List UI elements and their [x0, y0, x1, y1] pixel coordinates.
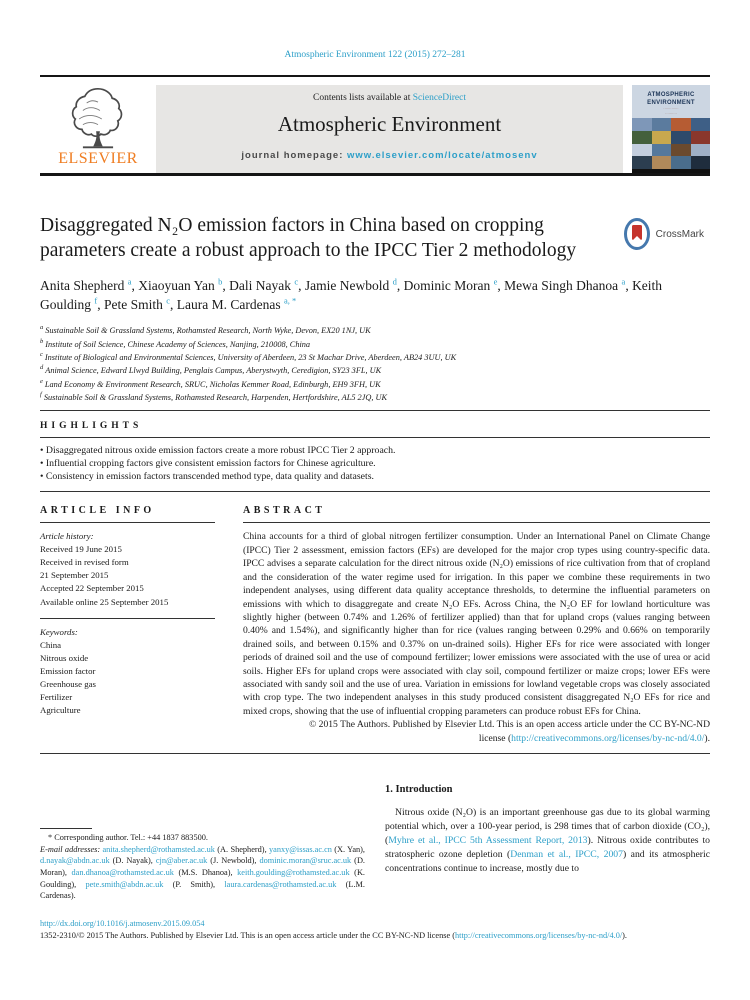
- email-link[interactable]: pete.smith@abdn.ac.uk: [85, 879, 164, 889]
- cover-tile: [652, 156, 672, 169]
- cover-tile: [632, 144, 652, 157]
- highlight-bullet: • Disaggregated nitrous oxide emission factors create a more robust IPCC Tier 2 approach.: [40, 444, 710, 457]
- email-link[interactable]: keith.goulding@rothamsted.ac.uk: [237, 868, 350, 877]
- text-line: China: [40, 639, 62, 650]
- cover-tile: [671, 156, 691, 169]
- cover-tile: [671, 118, 691, 131]
- author: Xiaoyuan Yan $^b$,: [138, 276, 230, 294]
- text-line: Accepted 22 September 2015: [40, 583, 144, 594]
- affiliation: $^f$ Sustainable Soil & Grassland Systems, Rothamsted Research, Harpenden, Hertfordshire, AL5 2JQ, UK: [40, 391, 388, 402]
- inline-citation-link[interactable]: Denman et al., IPCC, 2007: [510, 849, 623, 861]
- cover-tile: [632, 118, 652, 131]
- author-affiliation-sup[interactable]: f: [94, 295, 98, 306]
- text-line: Available online 25 September 2015: [40, 596, 169, 607]
- affiliation: $^c$ Institute of Biological and Environmental Sciences, University of Aberdeen, 23 St Machar Drive, Aberdeen, AB24 3UU, UK: [40, 350, 457, 362]
- email-addresses: [40, 844, 365, 902]
- author-affiliation-sup[interactable]: c: [294, 276, 299, 287]
- author: Pete Smith $^c$,: [103, 295, 177, 312]
- cover-tile: [671, 131, 691, 144]
- author: Anita Shepherd $^a$,: [40, 276, 139, 294]
- author: Jamie Newbold $^d$,: [304, 276, 404, 294]
- email-entry: anita.shepherd@rothamsted.ac.uk (A. Shepherd),: [102, 844, 269, 854]
- inline-citation-link[interactable]: Myhre et al., IPCC 5th Assessment Report, 2013: [388, 835, 588, 847]
- affiliation-list: [40, 323, 710, 403]
- introduction-section: [385, 784, 710, 876]
- email-link[interactable]: yanxy@issas.ac.cn: [269, 844, 332, 854]
- text-line: Received in revised form: [40, 557, 129, 568]
- journal-banner: [40, 85, 710, 173]
- author: Laura M. Cardenas $^{a, *}$: [176, 295, 297, 312]
- history-lines: [40, 543, 215, 608]
- banner-center: [156, 85, 623, 173]
- cover-tile: [632, 131, 652, 144]
- text-segment: ). Nitrous oxide contributes to stratospheric ozone depletion (: [385, 835, 710, 861]
- elsevier-tree-icon: [67, 86, 129, 152]
- history-label: Article history:: [40, 531, 94, 542]
- affiliation: $^e$ Land Economy & Environment Research, SRUC, Nicholas Kemmer Road, Edinburgh, EH9 3FH, UK: [40, 377, 381, 389]
- text-line: Agriculture: [40, 704, 81, 715]
- author: Keith Goulding $^f$,: [40, 278, 663, 312]
- sciencedirect-link[interactable]: ScienceDirect: [412, 93, 466, 103]
- text-line: 21 September 2015: [40, 570, 109, 581]
- email-link[interactable]: laura.cardenas@rothamsted.ac.uk: [224, 879, 337, 889]
- email-entry: pete.smith@abdn.ac.uk (P. Smith),: [85, 879, 225, 889]
- introduction-paragraph: [385, 806, 710, 876]
- text-segment: [510, 849, 623, 860]
- cover-tile: [652, 144, 672, 157]
- abstract-license: [243, 718, 710, 745]
- text-segment: 1352-2310/© 2015 The Authors. Published by Elsevier Ltd. This is an open access article under the CC BY-NC-ND license (: [40, 931, 456, 941]
- corresponding-author-note: * Corresponding author. Tel.: +44 1837 883500.: [48, 833, 208, 843]
- divider-rule: [40, 491, 710, 492]
- issn-license-line: [40, 930, 710, 942]
- cover-header: [632, 85, 710, 118]
- email-link[interactable]: dominic.moran@sruc.ac.uk: [259, 856, 352, 866]
- keywords-block: [40, 626, 215, 717]
- body-columns: [40, 754, 710, 914]
- email-link[interactable]: anita.shepherd@rothamsted.ac.uk: [102, 844, 215, 854]
- crossmark-label: CrossMark: [655, 228, 704, 240]
- homepage-url-link[interactable]: www.elsevier.com/locate/atmosenv: [347, 150, 538, 161]
- author-affiliation-sup[interactable]: e: [493, 276, 498, 287]
- banner-bottom-rule: [40, 173, 710, 176]
- text-line: Received 19 June 2015: [40, 544, 122, 555]
- article-info-column: [40, 505, 215, 745]
- text-line: Emission factor: [40, 665, 96, 676]
- abstract-column: [243, 505, 710, 745]
- keywords-list: [40, 639, 215, 717]
- article-title: Disaggregated N₂O emission factors in China based on cropping parameters create a robust approach to the IPCC Tier 2 methodology: [40, 215, 577, 262]
- page-footer: [40, 918, 710, 943]
- highlight-bullet: • Influential cropping factors give consistent emission factors for Chinese agriculture.: [40, 457, 710, 470]
- author-affiliation-sup[interactable]: a, *: [284, 295, 297, 306]
- abstract-heading: ABSTRACT: [243, 505, 326, 517]
- text-segment: ).: [622, 931, 627, 941]
- text-segment: Nitrous oxide (N₂O) is an important greenhouse gas due to its global warming potential which, over a 100-year period, is 298 times that of carbon dioxide (CO₂), (: [385, 807, 710, 847]
- abstract-text: China accounts for a third of global nitrogen fertilizer consumption. Under an International Panel on Climate Change (IPCC) Tier 2 assessment, emission factors (EFs) are developed for the major crop types using country-specific data. IPCC advises a separate calculation for the direct nitrous oxide (N₂O) emissions of rice cultivation from that of cropland and the consideration of the water regime used for irrigation. In this paper we combine these requirements in two independent analyses, using different data quality acceptance thresholds, to determine the influential parameters on emissions with which to disaggregate and create N₂O EFs. Across China, the N₂O EF for lowland horticulture was slightly higher (between 0.74% and 1.26% of fertilizer applied) than that for upland crops (values ranging between 0.40% and 1.54%), and significantly higher than for rice (values ranging between 0.29% and 0.66% on temporarily drained soils, and between 0.15% and 0.37% on un-drained soils). Higher EFs for rice were associated with longer periods of drained soil and the use of compound fertilizer; lower emissions were associated with the use of urea or acid soils. Higher EFs for upland crops were associated with clay soil, compound fertilizer or maize crops; lower EFs were associated with sandy soil and the use of urea. Variation in emissions for lowland vegetable crops was closely associated with crop type. The two independent analyses in this study produced consistent disaggregated N₂O EFs for rice and mixed crops, showing that the use of influential cropping parameters can produce robust EFs for China.: [243, 531, 710, 717]
- email-entry: yanxy@issas.ac.cn (X. Yan),: [269, 844, 365, 854]
- author: Dali Nayak $^c$,: [229, 276, 305, 294]
- text-line: Fertilizer: [40, 691, 73, 702]
- abstract-copyright: © 2015 The Authors. Published by Elsevier Ltd. This is an open access article under the CC BY-NC-ND: [308, 719, 710, 731]
- highlights-heading: HIGHLIGHTS: [40, 421, 143, 432]
- article-info-heading: ARTICLE INFO: [40, 505, 155, 517]
- text-segment: [455, 931, 622, 940]
- crossmark-badge[interactable]: [622, 217, 704, 251]
- divider-rule: [40, 437, 710, 438]
- affiliation: $^b$ Institute of Soil Science, Chinese Academy of Sciences, Nanjing, 210008, China: [40, 337, 311, 349]
- author-affiliation-sup[interactable]: c: [166, 295, 171, 306]
- affiliation: $^a$ Sustainable Soil & Grassland Systems, Rothamsted Research, North Wyke, Devon, EX20 1NJ, UK: [40, 324, 371, 335]
- footnote-block: [40, 828, 365, 902]
- license-prefix: license (: [478, 732, 512, 744]
- cover-tile: [652, 118, 672, 131]
- journal-citation: Atmospheric Environment 122 (2015) 272–281: [284, 50, 466, 60]
- highlights-list: [40, 444, 710, 483]
- elsevier-logo: [40, 85, 156, 173]
- license-suffix: ).: [704, 732, 710, 744]
- cover-tile: [652, 131, 672, 144]
- divider-rule: [40, 522, 215, 523]
- article-history: [40, 530, 215, 608]
- info-abstract-section: [40, 505, 710, 745]
- inline-citation-link[interactable]: http://creativecommons.org/licenses/by-nc-nd/4.0/: [455, 931, 623, 941]
- text-line: Greenhouse gas: [40, 678, 96, 689]
- cover-tile: [691, 144, 711, 157]
- email-entry: dominic.moran@sruc.ac.uk (D. Moran),: [40, 856, 366, 877]
- author-affiliation-sup[interactable]: a: [621, 276, 626, 287]
- author-affiliation-sup[interactable]: d: [392, 276, 397, 287]
- email-link[interactable]: cjn@aber.ac.uk: [155, 856, 208, 866]
- journal-title: Atmospheric Environment: [277, 112, 502, 136]
- text-line: Nitrous oxide: [40, 652, 89, 663]
- divider-rule: [243, 522, 710, 523]
- license-url-link[interactable]: http://creativecommons.org/licenses/by-nc-nd/4.0/: [511, 732, 705, 744]
- journal-cover-thumbnail[interactable]: [632, 85, 710, 173]
- cover-bottom-bar: [632, 169, 710, 173]
- cover-subtitle: ············· ··········: [663, 107, 679, 116]
- footnote-rule: [40, 828, 92, 829]
- affiliation: $^d$ Animal Science, Edward Llwyd Building, Penglais Campus, Aberystwyth, Ceredigion, SY23 3FL, UK: [40, 364, 382, 376]
- crossmark-icon: [622, 217, 652, 251]
- homepage-line: [156, 150, 623, 161]
- author: Mewa Singh Dhanoa $^a$,: [504, 276, 633, 294]
- homepage-label: journal homepage:: [241, 150, 348, 161]
- title-block: [40, 213, 710, 264]
- elsevier-wordmark: ELSEVIER: [58, 150, 138, 167]
- email-entry: dan.dhanoa@rothamsted.ac.uk (M.S. Dhanoa),: [71, 868, 238, 877]
- divider-rule: [40, 410, 710, 411]
- email-entry: keith.goulding@rothamsted.ac.uk (K. Goulding),: [40, 868, 366, 889]
- email-link[interactable]: d.nayak@abdn.ac.uk: [40, 856, 110, 866]
- highlight-bullet: • Consistency in emission factors transcended method type, data quality and datasets.: [40, 470, 710, 483]
- contents-line: [156, 93, 623, 103]
- cover-tile: [691, 131, 711, 144]
- contents-prefix: Contents lists available at: [312, 93, 413, 103]
- email-label: E-mail addresses:: [40, 844, 103, 854]
- author-list: [40, 277, 670, 314]
- cover-tile: [671, 144, 691, 157]
- email-entry: laura.cardenas@rothamsted.ac.uk (L.M. Cardenas).: [40, 879, 365, 901]
- email-link[interactable]: dan.dhanoa@rothamsted.ac.uk: [71, 868, 174, 877]
- cover-tile: [632, 156, 652, 169]
- doi-link[interactable]: http://dx.doi.org/10.1016/j.atmosenv.2015.09.054: [40, 919, 205, 928]
- introduction-heading: 1. Introduction: [385, 784, 453, 796]
- author-affiliation-sup[interactable]: a: [127, 276, 132, 287]
- text-segment: ) and its atmospheric concentrations continue to increase, mostly due to: [385, 849, 711, 875]
- divider-rule: [40, 618, 215, 619]
- email-entry: d.nayak@abdn.ac.uk (D. Nayak),: [40, 856, 156, 866]
- author: Dominic Moran $^e$,: [403, 276, 505, 294]
- cover-title: ATMOSPHERIC ENVIRONMENT: [647, 92, 695, 106]
- cover-mosaic: [632, 118, 710, 169]
- keywords-label: Keywords:: [40, 626, 78, 637]
- email-entry: cjn@aber.ac.uk (J. Newbold),: [155, 856, 260, 866]
- cover-tile: [691, 118, 711, 131]
- author-affiliation-sup[interactable]: b: [218, 276, 223, 287]
- cover-tile: [691, 156, 711, 169]
- top-rule: [40, 75, 710, 77]
- text-segment: [388, 835, 587, 846]
